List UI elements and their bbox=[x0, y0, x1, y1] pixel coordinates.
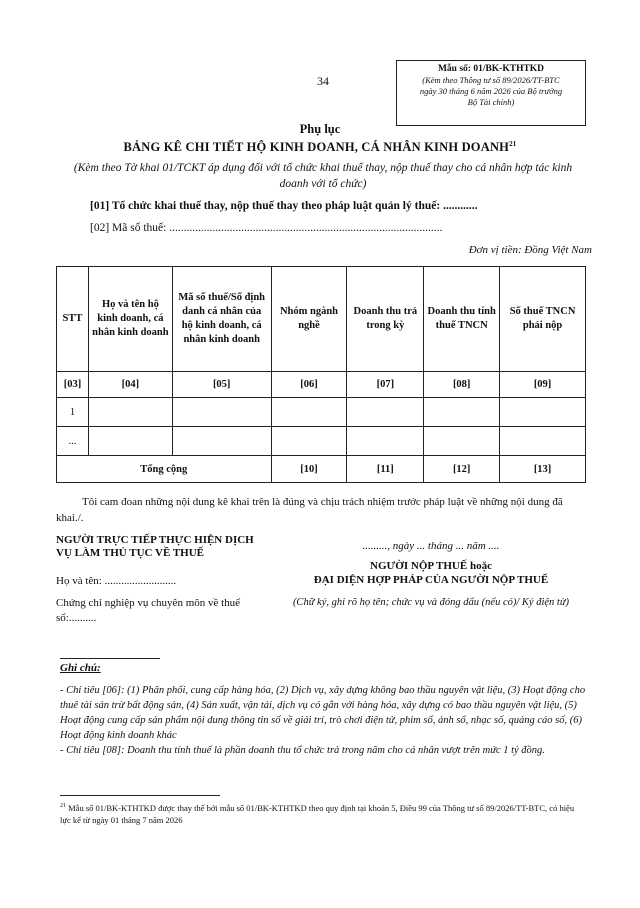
table-cell: 1 bbox=[57, 398, 89, 427]
document-subtitle: (Kèm theo Tờ khai 01/TCKT áp dụng đối với tổ chức khai thuế thay, nộp thuế thay cho cá nhân hợp tác kinh doanh với tổ chức) bbox=[73, 162, 573, 190]
notes-title: Ghi chú: bbox=[60, 662, 101, 674]
table-cell bbox=[347, 398, 424, 427]
table-header-row bbox=[57, 267, 586, 372]
form-ref-line-2: ngày 30 tháng 6 năm 2026 của Bộ trưởng bbox=[419, 86, 563, 96]
table-cell bbox=[424, 398, 500, 427]
taxpayer-title-1: NGƯỜI NỘP THUẾ hoặc bbox=[370, 560, 492, 572]
total-code-13: [13] bbox=[500, 456, 586, 483]
code-cell: [04] bbox=[88, 372, 172, 398]
code-cell: [03] bbox=[57, 372, 89, 398]
header-stt: STT bbox=[57, 267, 89, 372]
table-cell bbox=[500, 398, 586, 427]
code-cell: [09] bbox=[500, 372, 586, 398]
currency-unit: Đơn vị tiền: Đồng Việt Nam bbox=[468, 244, 592, 256]
table-cell bbox=[88, 427, 172, 456]
footnote-marker: 21 bbox=[60, 803, 66, 809]
total-code-12: [12] bbox=[424, 456, 500, 483]
detail-table bbox=[56, 266, 586, 483]
agent-title: NGƯỜI TRỰC TIẾP THỰC HIỆN DỊCH VỤ LÀM THỦ TỤC VỀ THUẾ bbox=[56, 534, 254, 559]
table-cell bbox=[172, 427, 271, 456]
appendix-title: Phụ lục bbox=[299, 122, 341, 136]
total-code-11: [11] bbox=[347, 456, 424, 483]
header-taxable-revenue: Doanh thu tính thuế TNCN bbox=[424, 267, 500, 372]
code-cell: [06] bbox=[271, 372, 347, 398]
signature-note: (Chữ ký, ghi rõ họ tên; chức vụ và đóng dấu (nếu có)/ Ký điện tử) bbox=[292, 597, 570, 608]
table-cell: ... bbox=[57, 427, 89, 456]
note-item-06: - Chỉ tiêu [06]: (1) Phân phối, cung cấp hàng hóa, (2) Dịch vụ, xây dựng không bao thầu nguyên vật liệu, (3) Hoạt động cho thuê tài sản trừ bất động sản, (4) Sản xuất, vận tải, dịch vụ có gắn với hàng hóa, xây dựng có bao thầu nguyên vật liệu, (5) Hoạt động cung cấp sản phẩm nội dung thông tin số về giải trí, trò chơi điện tử, phim số, ảnh số, nhạc số, quảng cáo số, (6) Hoạt động kinh doanh khác bbox=[60, 685, 586, 741]
field-01 bbox=[90, 200, 478, 212]
document-title-text: BẢNG KÊ CHI TIẾT HỘ KINH DOANH, CÁ NHÂN KINH DOANH bbox=[123, 140, 510, 155]
table-cell bbox=[271, 427, 347, 456]
code-cell: [07] bbox=[347, 372, 424, 398]
notes-body bbox=[60, 683, 586, 758]
header-name: Họ và tên hộ kinh doanh, cá nhân kinh doanh bbox=[88, 267, 172, 372]
table-cell bbox=[500, 427, 586, 456]
code-cell: [08] bbox=[424, 372, 500, 398]
code-cell: [05] bbox=[172, 372, 271, 398]
document-title bbox=[0, 140, 640, 155]
title-footnote-ref: 21 bbox=[509, 140, 517, 148]
form-ref-line-3: Bộ Tài chính) bbox=[467, 97, 515, 107]
form-code-box bbox=[396, 60, 586, 126]
note-item-08: - Chỉ tiêu [08]: Doanh thu tính thuế là phần doanh thu tổ chức trả trong năm cho cá nhân vượt trên mức 1 tỷ đồng. bbox=[60, 745, 545, 756]
field-01-text: [01] Tổ chức khai thuế thay, nộp thuế thay theo pháp luật quản lý thuế: ............ bbox=[90, 200, 478, 212]
table-cell bbox=[271, 398, 347, 427]
table-row bbox=[57, 427, 586, 456]
footnote-divider bbox=[60, 795, 220, 796]
form-code: Mẫu số: 01/BK-KTHTKD bbox=[437, 64, 545, 74]
header-tax-payable: Số thuế TNCN phải nộp bbox=[500, 267, 586, 372]
agent-name-line: Họ và tên: .......................... bbox=[56, 575, 177, 587]
header-revenue-paid: Doanh thu trả trong kỳ bbox=[347, 267, 424, 372]
table-code-row bbox=[57, 372, 586, 398]
table-cell bbox=[172, 398, 271, 427]
table-total-row bbox=[57, 456, 586, 483]
table-cell bbox=[347, 427, 424, 456]
field-02: [02] Mã số thuế: ............................................................................................... bbox=[90, 222, 443, 234]
table-cell bbox=[88, 398, 172, 427]
header-tax-id: Mã số thuế/Số định danh cá nhân của hộ kinh doanh, cá nhân kinh doanh bbox=[172, 267, 271, 372]
signing-date-line: ........., ngày ... tháng ... năm .... bbox=[362, 540, 500, 552]
agent-cert-line: Chứng chỉ nghiệp vụ chuyên môn về thuế số:.......... bbox=[56, 597, 241, 624]
footnote bbox=[60, 800, 586, 826]
total-code-10: [10] bbox=[271, 456, 347, 483]
table-cell bbox=[424, 427, 500, 456]
form-ref-line-1: (Kèm theo Thông tư số 89/2026/TT-BTC bbox=[422, 75, 560, 85]
notes-divider bbox=[60, 658, 160, 659]
header-industry-group: Nhóm ngành nghề bbox=[271, 267, 347, 372]
total-label: Tổng cộng bbox=[57, 456, 272, 483]
commitment-statement: Tôi cam đoan những nội dung kê khai trên là đúng và chịu trách nhiệm trước pháp luật về những nội dung đã khai./. bbox=[56, 496, 563, 524]
footnote-text: Mẫu số 01/BK-KTHTKD được thay thế bởi mẫu số 01/BK-KTHTKD theo quy định tại khoản 5, Điều 99 của Thông tư số 89/2026/TT-BTC, có hiệu lực kể từ ngày 01 tháng 7 năm 2026 bbox=[60, 802, 575, 825]
page-number: 34 bbox=[317, 74, 329, 88]
taxpayer-title-2: ĐẠI DIỆN HỢP PHÁP CỦA NGƯỜI NỘP THUẾ bbox=[313, 574, 549, 586]
table-row bbox=[57, 398, 586, 427]
